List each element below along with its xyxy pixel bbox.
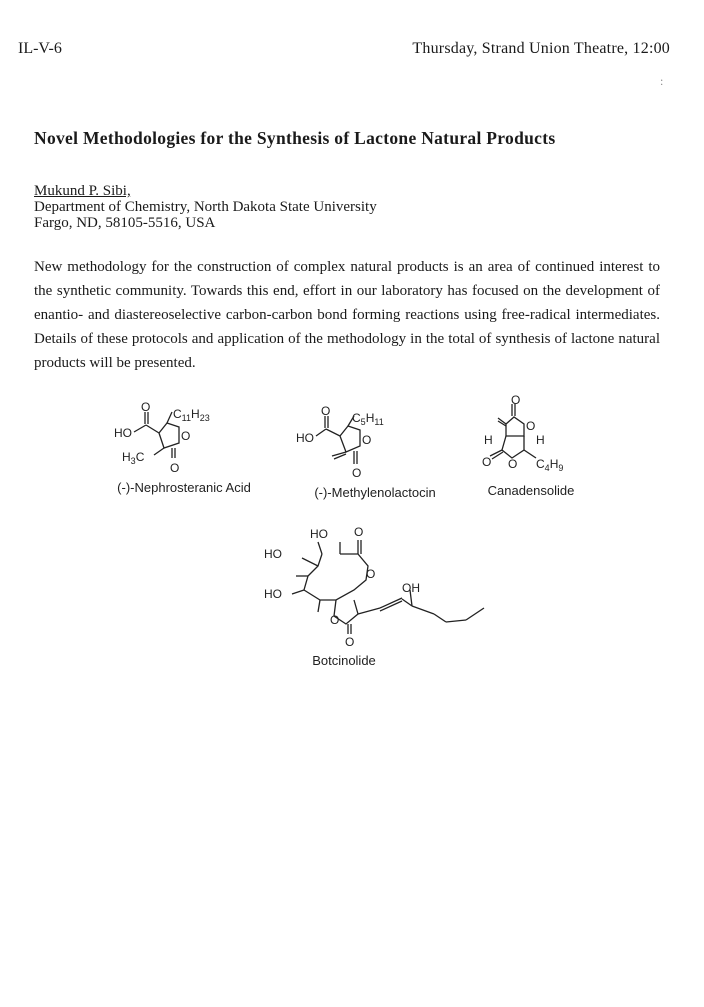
atom-o-top: O (354, 525, 364, 539)
atom-ring-o: O (362, 433, 372, 447)
atom-o-ring-top: O (526, 419, 536, 433)
atom-o-ring: O (366, 567, 376, 581)
margin-mark: : (660, 74, 664, 88)
caption-nephrosteranic-acid: (-)-Nephrosteranic Acid (117, 480, 251, 495)
atom-o-top: O (141, 400, 151, 414)
atom-ring-o: O (181, 429, 191, 443)
methylenolactocin-structure (296, 402, 406, 482)
session-info: Thursday, Strand Union Theatre, 12:00 (412, 40, 670, 57)
atom-o-mid: O (508, 457, 518, 471)
atom-o-bottom: O (170, 461, 180, 475)
caption-botcinolide: Botcinolide (312, 653, 376, 668)
atom-ho-1: HO (310, 527, 328, 541)
atom-o-bottom: O (345, 635, 355, 649)
atom-chain: $C_5H_{11}$ (352, 411, 384, 427)
author-name: Mukund P. Sibi, (34, 183, 131, 199)
atom-h-left: H (484, 433, 493, 447)
atom-o-top: O (321, 404, 331, 418)
atom-ho: HO (114, 426, 132, 440)
atom-chain: $C_4H_9$ (536, 457, 564, 473)
atom-ho: HO (296, 431, 314, 445)
atom-ho-3: HO (264, 587, 282, 601)
atom-chain: $C_{11}H_{23}$ (173, 407, 210, 423)
atom-h-right: H (536, 433, 545, 447)
atom-o-lac: O (330, 613, 340, 627)
author-address: Fargo, ND, 58105-5516, USA (34, 215, 216, 231)
atom-oh: OH (402, 581, 420, 595)
atom-o-left: O (482, 455, 492, 469)
abstract-text: New methodology for the construction of complex natural products is an area of continued interest to the synthetic community. Towards this end, effort in our laboratory has focused on the development of enantio- and diastereoselective carbon-carbon bond forming reactions using free-radical intermediates. Details of these protocols and application of the methodology in the total of synthesis of lactone natural products will be presented. (34, 259, 660, 371)
nephrosteranic-acid-structure (112, 398, 232, 478)
atom-ho-2: HO (264, 547, 282, 561)
abstract-code: IL-V-6 (18, 40, 62, 57)
canadensolide-structure (478, 393, 588, 482)
atom-methyl: $H_3C$ (122, 450, 145, 466)
caption-methylenolactocin: (-)-Methylenolactocin (314, 485, 436, 500)
paper-title: Novel Methodologies for the Synthesis of Lactone Natural Products (34, 128, 556, 148)
atom-o-bottom: O (352, 466, 362, 480)
atom-o-top: O (511, 393, 521, 407)
caption-canadensolide: Canadensolide (487, 483, 575, 498)
author-department: Department of Chemistry, North Dakota State University (34, 199, 377, 215)
botcinolide-structure (262, 524, 492, 648)
